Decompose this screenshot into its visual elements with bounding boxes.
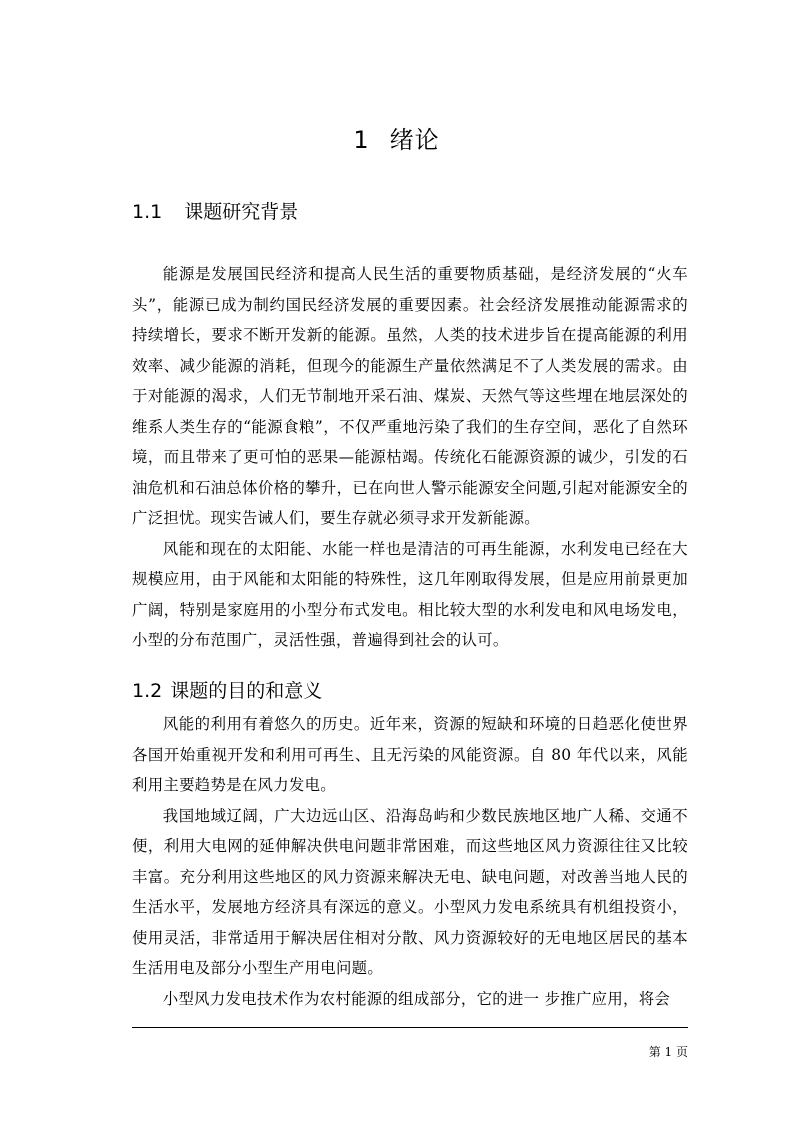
paragraph: 风能和现在的太阳能、水能一样也是清洁的可再生能源，水利发电已经在大规模应用，由于风能和太阳能的特殊性，这几年刚取得发展，但是应用前景更加广阔，特别是家庭用的小型分布式发电。相比较大型的水利发电和风电场发电，小型的分布范围广，灵活性强，普遍得到社会的认可。 <box>132 539 688 649</box>
chapter-title <box>0 120 793 155</box>
section-heading-1-2 <box>132 676 322 703</box>
page-number: 第 1 页 <box>648 1045 688 1059</box>
paragraph: 小型风力发电技术作为农村能源的组成部分，它的进一 步推广应用，将会 <box>162 989 671 1008</box>
section-title: 课题研究背景 <box>184 201 299 223</box>
chapter-title-text: 绪论 <box>389 126 440 154</box>
section-number: 1.2 <box>132 680 163 702</box>
paragraph: 我国地域辽阔，广大边远山区、沿海岛屿和少数民族地区地广人稀、交通不便，利用大电网的延伸解决供电问题非常困难，而这些地区风力资源往往又比较丰富。充分利用这些地区的风力资源来解决无电、缺电问题，对改善当地人民的生活水平，发展地方经济具有深远的意义。小型风力发电系统具有机组投资小，使用灵活，非常适用于解决居住相对分散、风力资源较好的无电地区居民的基本生活用电及部分小型生产用电问题。 <box>132 806 688 977</box>
paragraph: 风能的利用有着悠久的历史。近年来，资源的短缺和环境的日趋恶化使世界各国开始重视开发和利用可再生、且无污染的风能资源。自 80 年代以来，风能利用主要趋势是在风力发电。 <box>132 715 688 794</box>
section-number: 1.1 <box>132 201 163 223</box>
paragraph: 能源是发展国民经济和提高人民生活的重要物质基础，是经济发展的“火车头”，能源已成为制约国民经济发展的重要因素。社会经济发展推动能源需求的持续增长，要求不断开发新的能源。虽然，人类的技术进步旨在提高能源的利用效率、减少能源的消耗，但现今的能源生产量依然满足不了人类发展的需求。由于对能源的渴求，人们无节制地开采石油、煤炭、天然气等这些埋在地层深处的维系人类生存的“能源食粮”，不仅严重地污染了我们的生存空间，恶化了自然环境，而且带来了更可怕的恶果—能源枯竭。传统化石能源资源的诚少，引发的石油危机和石油总体价格的攀升，已在向世人警示能源安全问题,引起对能源安全的广泛担忧。现实告诫人们，要生存就必须寻求开发新能源。 <box>132 265 688 527</box>
section-1-1-body <box>132 259 688 656</box>
section-heading-1-1 <box>132 197 298 224</box>
section-title: 课题的目的和意义 <box>170 680 323 702</box>
chapter-number: 1 <box>353 126 370 154</box>
section-1-2-body <box>132 709 688 1014</box>
footer-divider <box>132 1027 688 1028</box>
